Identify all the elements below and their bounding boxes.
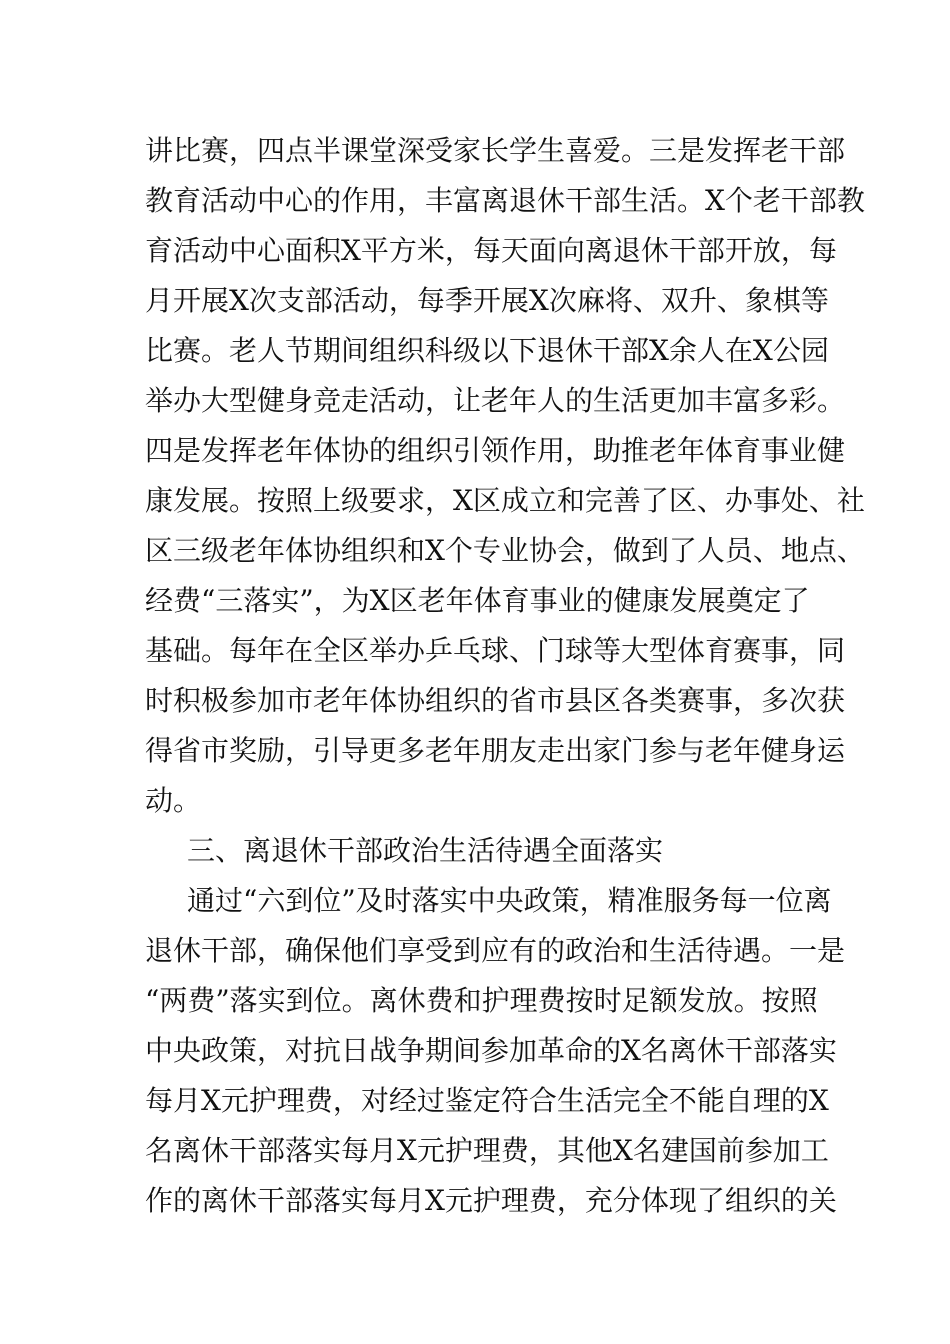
section-line: 中央政策，对抗日战争期间参加革命的X名离休干部落实	[145, 1034, 837, 1067]
body-line: 讲比赛，四点半课堂深受家长学生喜爱。三是发挥老干部	[145, 134, 846, 167]
section-line: 每月X元护理费，对经过鉴定符合生活完全不能自理的X	[145, 1084, 829, 1117]
section-heading: 三、离退休干部政治生活待遇全面落实	[187, 834, 664, 867]
body-line: 经费“三落实”，为X区老年体育事业的健康发展奠定了	[145, 584, 810, 617]
body-line: 时积极参加市老年体协组织的省市县区各类赛事，多次获	[145, 684, 846, 717]
body-line: 康发展。按照上级要求，X区成立和完善了区、办事处、社	[145, 484, 865, 517]
body-line: 月开展X次支部活动，每季开展X次麻将、双升、象棋等	[145, 284, 829, 317]
body-line: 举办大型健身竞走活动，让老年人的生活更加丰富多彩。	[145, 384, 846, 417]
body-line: 四是发挥老年体协的组织引领作用，助推老年体育事业健	[145, 434, 846, 467]
section-line: 通过“六到位”及时落实中央政策，精准服务每一位离	[187, 884, 832, 917]
body-line: 育活动中心面积X平方米，每天面向离退休干部开放，每	[145, 234, 837, 267]
section-line: 名离休干部落实每月X元护理费，其他X名建国前参加工	[145, 1134, 829, 1167]
body-line: 得省市奖励，引导更多老年朋友走出家门参与老年健身运	[145, 734, 846, 767]
section-line: 作的离休干部落实每月X元护理费，充分体现了组织的关	[145, 1184, 837, 1217]
body-line: 动。	[145, 784, 202, 817]
document-body	[145, 126, 865, 1226]
section-line: 退休干部，确保他们享受到应有的政治和生活待遇。一是	[145, 934, 846, 967]
body-line: 区三级老年体协组织和X个专业协会，做到了人员、地点、	[145, 534, 865, 567]
body-line: 比赛。老人节期间组织科级以下退休干部X余人在X公园	[145, 334, 829, 367]
body-line: 教育活动中心的作用，丰富离退休干部生活。X个老干部教	[145, 184, 865, 217]
body-line: 基础。每年在全区举办乒乓球、门球等大型体育赛事，同	[145, 634, 846, 667]
section-line: “两费”落实到位。离休费和护理费按时足额发放。按照	[145, 984, 818, 1017]
